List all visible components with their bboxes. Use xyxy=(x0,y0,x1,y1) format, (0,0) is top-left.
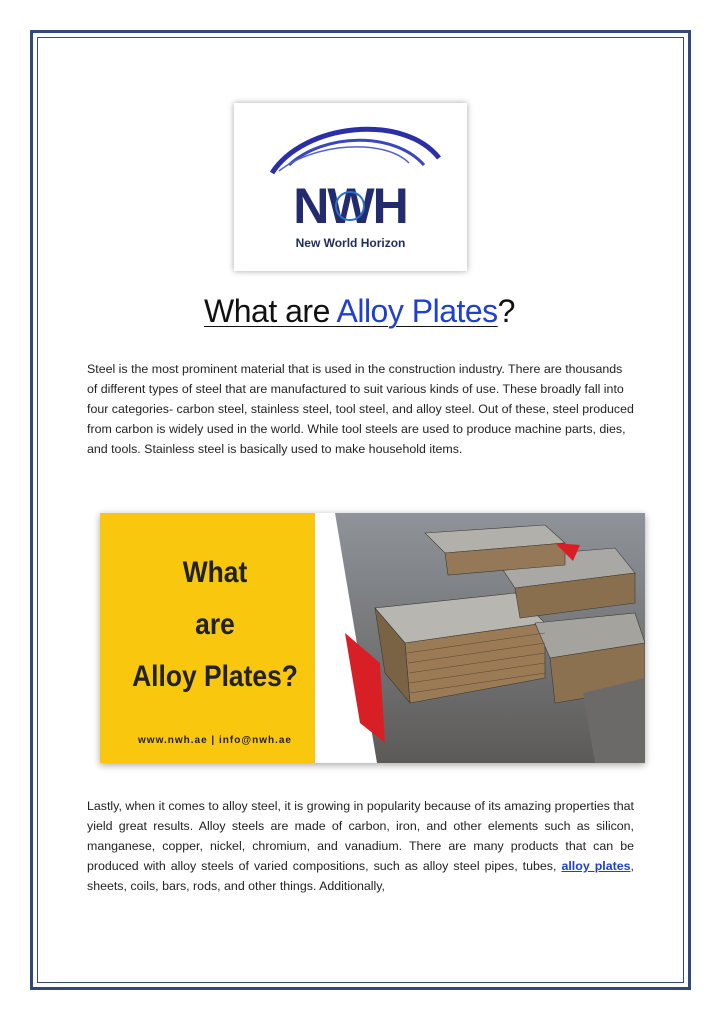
banner-contact: www.nwh.ae | info@nwh.ae xyxy=(138,735,292,746)
title-highlight: Alloy Plates xyxy=(336,293,498,329)
title-underlined xyxy=(204,293,498,329)
intro-paragraph: Steel is the most prominent material that is used in the construction industry. There are thousands of different types of steel that are manufactured to suit various kinds of use. These broadly fall into four categories- carbon steel, stainless steel, tool steel, and alloy steel. Out of these, steel produced from carbon is widely used in the world. While tool steels are used to produce machine parts, dies, and tools. Stainless steel is basically used to make household items. xyxy=(87,362,634,456)
title-prefix: What are xyxy=(204,293,337,329)
company-logo xyxy=(234,103,467,271)
banner-line1: What xyxy=(182,556,248,589)
banner-line3: Alloy Plates? xyxy=(132,660,298,693)
banner-image xyxy=(100,513,645,763)
logo-letters: NWH xyxy=(293,178,407,234)
paragraph2-text-after: , sheets, coils, bars, rods, and other things. Additionally, xyxy=(87,859,634,893)
body-paragraph xyxy=(87,796,634,896)
logo-company-name: New World Horizon xyxy=(295,236,406,250)
title-suffix: ? xyxy=(497,293,515,329)
banner-line2: are xyxy=(195,608,235,641)
alloy-plates-link[interactable]: alloy plates xyxy=(561,859,631,873)
page-title xyxy=(0,293,719,330)
paragraph2-text-before: Lastly, when it comes to alloy steel, it is growing in popularity because of its amazing properties that yield great results. Alloy steels are made of carbon, iron, and other elements such as silicon, manganese, copper, nickel, chromium, and vanadium. There are many products that can be produced with alloy steels of varied compositions, such as alloy steel pipes, tubes, xyxy=(87,799,634,873)
banner-headline xyxy=(114,547,316,703)
steel-plates-photo xyxy=(315,513,645,763)
